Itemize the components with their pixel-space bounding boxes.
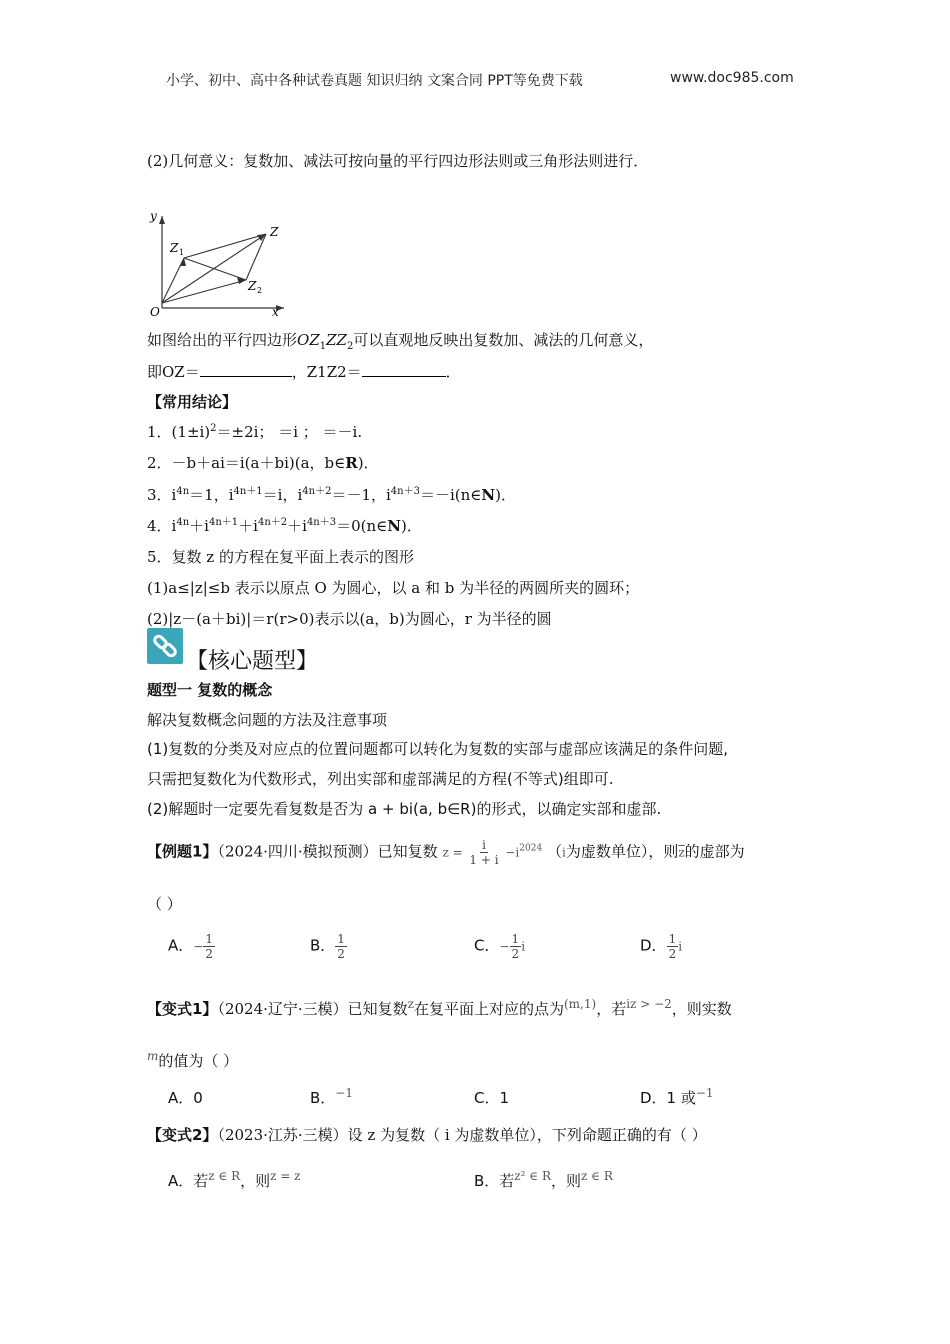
variant-1-option-d[interactable]: D．1 或$^{-1}$	[640, 1086, 714, 1107]
parallelogram-figure	[144, 208, 294, 318]
method-title: 解决复数概念问题的方法及注意事项	[147, 711, 388, 729]
blank-oz[interactable]	[200, 362, 292, 377]
method-2: 只需把复数化为代数形式，列出实部和虚部满足的方程(不等式)组即可.	[147, 770, 614, 788]
variant-2-option-b[interactable]: B．若$^{z^2 \in R}$，则$^{z \in R}$	[474, 1169, 613, 1190]
conclusion-7: (2)|z－(a＋bi)|＝r(r>0)表示以(a，b)为圆心，r 为半径的圆	[147, 610, 552, 628]
example-1-paren: （ ）	[147, 895, 182, 913]
label-z2: Z	[248, 279, 257, 293]
conclusion-1: 1．$(1\pm i)^2=\pm 2i$； ＝i ； ＝－i.	[147, 423, 363, 441]
type1-heading: 题型一 复数的概念	[147, 681, 273, 699]
conclusion-5: 5．复数 z 的方程在复平面上表示的图形	[147, 548, 414, 566]
example-1-option-b[interactable]: B． $\frac{1}{2}$	[310, 932, 345, 961]
variant-1-option-c[interactable]: C．1	[474, 1089, 510, 1107]
label-z: Z	[270, 225, 279, 239]
diagonal-z1z2	[184, 258, 246, 280]
conclusion-3: 3．$i^{4n}=1$，$i^{4n+1}=i$，$i^{4n+2}=-1$，$i^{4n+3}=-i(n\in N)$．	[147, 486, 516, 504]
variant-2-stem: 【变式2】（2023·江苏·三模）设 z 为复数（ i 为虚数单位），下列命题正确的有（ ）	[147, 1126, 707, 1144]
conclusion-4: 4．$i^{4n}+i^{4n+1}+i^{4n+2}+i^{4n+3}=0(n\in N)$．	[147, 517, 422, 535]
blank-z1z2[interactable]	[362, 362, 446, 377]
variant-1-stem-2: $^m$的值为（ ）	[147, 1049, 239, 1070]
fill-in-line: 即OZ＝ ，Z1Z2＝ ．	[147, 363, 461, 381]
variant-1-stem: 【变式1】（2024·辽宁·三模）已知复数$^z$在复平面上对应的点为$^{(m,1)}$，若$^{iz > -2}$，则实数	[147, 997, 732, 1018]
variant-2-option-a[interactable]: A．若$^{z \in R}$，则$^{z = z}$	[168, 1169, 301, 1190]
y-axis-arrow	[159, 216, 165, 224]
label-o: O	[150, 305, 160, 318]
figure-caption: 如图给出的平行四边形$OZ_1ZZ_2$可以直观地反映出复数加、减法的几何意义，	[147, 331, 654, 352]
example-1-option-c[interactable]: C．− $\frac{1}{2}$ i	[474, 932, 526, 961]
example-1-stem: 【例题1】（2024·四川·模拟预测）已知复数 z = $\frac{i}{1 + i}$ $-i^{2024}$ （i为虚数单位），则$\overline{z}$的虚部为	[147, 838, 745, 867]
edge-z1z	[184, 234, 266, 258]
label-x: x	[272, 305, 279, 318]
variant-1-option-a[interactable]: A．0	[168, 1089, 203, 1107]
vector-oz2	[162, 280, 246, 303]
method-3: (2)解题时一定要先看复数是否为 a + bi(a, b∈R)的形式，以确定实部和虚部.	[147, 800, 662, 818]
conclusion-6: (1)a≤|z|≤b 表示以原点 O 为圆心，以 a 和 b 为半径的两圆所夹的圆环；	[147, 579, 640, 597]
link-icon	[147, 628, 183, 664]
label-z1-sub: 1	[179, 248, 185, 257]
header-title: 小学、初中、高中各种试卷真题 知识归纳 文案合同 PPT等免费下载	[166, 73, 583, 89]
label-y: y	[150, 209, 157, 223]
example-1-option-a[interactable]: A．− $\frac{1}{2}$	[168, 932, 213, 961]
geometry-intro: (2)几何意义：复数加、减法可按向量的平行四边形法则或三角形法则进行．	[147, 152, 649, 170]
header-url[interactable]: www.doc985.com	[670, 70, 794, 86]
conclusion-2: 2．－b＋ai＝i(a＋bi)(a，b∈R)．	[147, 454, 379, 472]
method-1: (1)复数的分类及对应点的位置问题都可以转化为复数的实部与虚部应该满足的条件问题,	[147, 740, 729, 758]
label-z2-sub: 2	[257, 286, 263, 295]
variant-1-option-b[interactable]: B．$^{-1}$	[310, 1086, 353, 1107]
core-title: 【核心题型】	[186, 649, 319, 674]
label-z1: Z	[170, 241, 179, 255]
conclusions-heading: 【常用结论】	[147, 393, 238, 411]
example-1-option-d[interactable]: D． $\frac{1}{2}$ i	[640, 932, 683, 961]
